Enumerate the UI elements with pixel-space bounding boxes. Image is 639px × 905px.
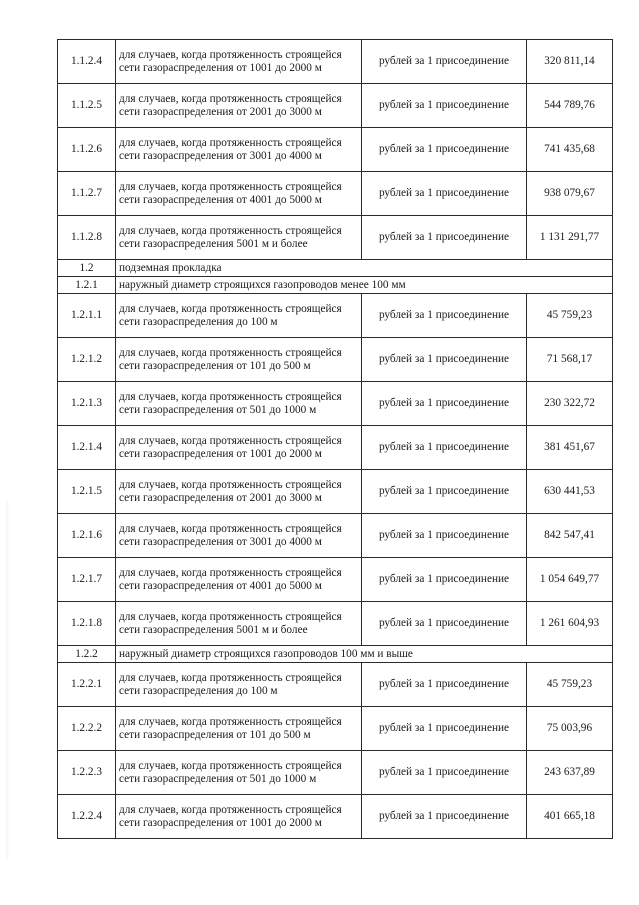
row-code: 1.1.2.4 — [58, 40, 116, 84]
table-row — [58, 470, 613, 514]
row-code: 1.2.1.2 — [58, 338, 116, 382]
row-code: 1.2.1.3 — [58, 382, 116, 426]
row-value: 401 665,18 — [527, 795, 613, 839]
row-value: 1 131 291,77 — [527, 216, 613, 260]
table-row — [58, 216, 613, 260]
row-unit: рублей за 1 присоединение — [362, 128, 527, 172]
table-row — [58, 514, 613, 558]
table-row — [58, 294, 613, 338]
table-row — [58, 707, 613, 751]
row-value: 75 003,96 — [527, 707, 613, 751]
row-code: 1.2.1.4 — [58, 426, 116, 470]
section-code: 1.2.2 — [58, 646, 116, 663]
row-description: для случаев, когда протяженность строящейся сети газораспределения от 101 до 500 м — [116, 707, 362, 751]
row-code: 1.2.2.4 — [58, 795, 116, 839]
row-description: для случаев, когда протяженность строящейся сети газораспределения до 100 м — [116, 663, 362, 707]
row-unit: рублей за 1 присоединение — [362, 338, 527, 382]
row-code: 1.1.2.7 — [58, 172, 116, 216]
table-row — [58, 426, 613, 470]
table-row — [58, 663, 613, 707]
table-row — [58, 382, 613, 426]
row-code: 1.2.1.1 — [58, 294, 116, 338]
row-description: для случаев, когда протяженность строящейся сети газораспределения от 4001 до 5000 м — [116, 172, 362, 216]
row-unit: рублей за 1 присоединение — [362, 663, 527, 707]
table-row — [58, 795, 613, 839]
row-value: 938 079,67 — [527, 172, 613, 216]
row-unit: рублей за 1 присоединение — [362, 470, 527, 514]
row-unit: рублей за 1 присоединение — [362, 426, 527, 470]
row-code: 1.1.2.8 — [58, 216, 116, 260]
table-row — [58, 602, 613, 646]
row-unit: рублей за 1 присоединение — [362, 707, 527, 751]
row-unit: рублей за 1 присоединение — [362, 558, 527, 602]
row-unit: рублей за 1 присоединение — [362, 294, 527, 338]
table-row — [58, 558, 613, 602]
row-description: для случаев, когда протяженность строящейся сети газораспределения от 2001 до 3000 м — [116, 470, 362, 514]
table-row — [58, 172, 613, 216]
row-value: 630 441,53 — [527, 470, 613, 514]
table-row — [58, 128, 613, 172]
row-code: 1.2.2.1 — [58, 663, 116, 707]
row-description: для случаев, когда протяженность строящейся сети газораспределения от 1001 до 2000 м — [116, 795, 362, 839]
row-code: 1.2.1.7 — [58, 558, 116, 602]
row-description: для случаев, когда протяженность строящейся сети газораспределения от 101 до 500 м — [116, 338, 362, 382]
row-unit: рублей за 1 присоединение — [362, 751, 527, 795]
row-unit: рублей за 1 присоединение — [362, 216, 527, 260]
row-unit: рублей за 1 присоединение — [362, 84, 527, 128]
row-value: 1 261 604,93 — [527, 602, 613, 646]
row-description: для случаев, когда протяженность строящейся сети газораспределения 5001 м и более — [116, 216, 362, 260]
table-row — [58, 338, 613, 382]
row-description: для случаев, когда протяженность строящейся сети газораспределения от 501 до 1000 м — [116, 382, 362, 426]
row-value: 230 322,72 — [527, 382, 613, 426]
row-unit: рублей за 1 присоединение — [362, 172, 527, 216]
row-description: для случаев, когда протяженность строящейся сети газораспределения от 4001 до 5000 м — [116, 558, 362, 602]
row-code: 1.1.2.5 — [58, 84, 116, 128]
row-description: для случаев, когда протяженность строящейся сети газораспределения от 3001 до 4000 м — [116, 514, 362, 558]
section-row — [58, 277, 613, 294]
table-row — [58, 751, 613, 795]
row-code: 1.2.1.5 — [58, 470, 116, 514]
section-row — [58, 260, 613, 277]
section-title: наружный диаметр строящихся газопроводов менее 100 мм — [116, 277, 613, 294]
table-row — [58, 40, 613, 84]
row-code: 1.2.1.6 — [58, 514, 116, 558]
row-code: 1.2.2.3 — [58, 751, 116, 795]
section-code: 1.2 — [58, 260, 116, 277]
row-value: 320 811,14 — [527, 40, 613, 84]
row-code: 1.2.1.8 — [58, 602, 116, 646]
row-value: 243 637,89 — [527, 751, 613, 795]
row-value: 381 451,67 — [527, 426, 613, 470]
row-unit: рублей за 1 присоединение — [362, 795, 527, 839]
row-value: 45 759,23 — [527, 663, 613, 707]
section-code: 1.2.1 — [58, 277, 116, 294]
row-description: для случаев, когда протяженность строящейся сети газораспределения от 2001 до 3000 м — [116, 84, 362, 128]
section-title: подземная прокладка — [116, 260, 613, 277]
section-title: наружный диаметр строящихся газопроводов 100 мм и выше — [116, 646, 613, 663]
row-description: для случаев, когда протяженность строящейся сети газораспределения от 3001 до 4000 м — [116, 128, 362, 172]
row-unit: рублей за 1 присоединение — [362, 40, 527, 84]
section-row — [58, 646, 613, 663]
row-unit: рублей за 1 присоединение — [362, 602, 527, 646]
row-description: для случаев, когда протяженность строящейся сети газораспределения от 1001 до 2000 м — [116, 40, 362, 84]
row-value: 45 759,23 — [527, 294, 613, 338]
row-value: 741 435,68 — [527, 128, 613, 172]
row-code: 1.1.2.6 — [58, 128, 116, 172]
row-value: 1 054 649,77 — [527, 558, 613, 602]
row-unit: рублей за 1 присоединение — [362, 382, 527, 426]
row-value: 544 789,76 — [527, 84, 613, 128]
table-row — [58, 84, 613, 128]
row-description: для случаев, когда протяженность строящейся сети газораспределения до 100 м — [116, 294, 362, 338]
row-description: для случаев, когда протяженность строящейся сети газораспределения от 501 до 1000 м — [116, 751, 362, 795]
row-description: для случаев, когда протяженность строящейся сети газораспределения от 1001 до 2000 м — [116, 426, 362, 470]
tariff-table — [57, 39, 613, 839]
scan-edge-shadow — [6, 500, 10, 860]
row-value: 71 568,17 — [527, 338, 613, 382]
row-unit: рублей за 1 присоединение — [362, 514, 527, 558]
tariff-table-body — [58, 40, 613, 839]
row-code: 1.2.2.2 — [58, 707, 116, 751]
row-description: для случаев, когда протяженность строящейся сети газораспределения 5001 м и более — [116, 602, 362, 646]
row-value: 842 547,41 — [527, 514, 613, 558]
